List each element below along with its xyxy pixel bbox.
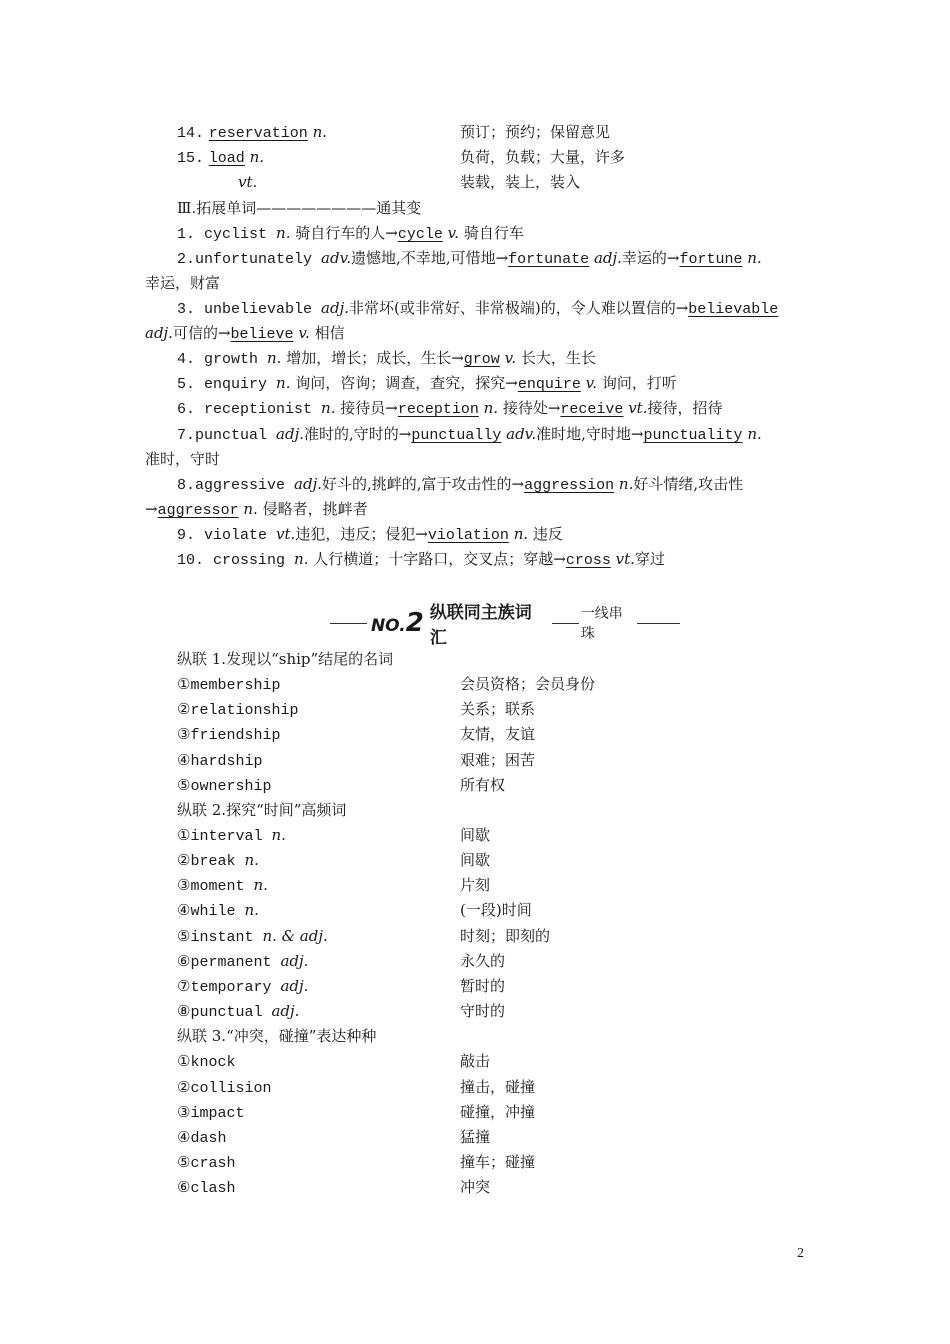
entry-15-meaning2: 装载，装上，装入 <box>460 173 581 191</box>
group-item-word: ⑧punctual adj. <box>177 1002 300 1021</box>
header-rule-right <box>637 623 680 624</box>
group-title: 纵联 1.发现以“ship”结尾的名词 <box>177 650 394 668</box>
group-item-word: ⑤ownership <box>177 778 272 795</box>
group-item-word: ④dash <box>177 1130 227 1147</box>
expand-item-3-cont: adj.可信的→believe v. 相信 <box>145 324 345 343</box>
expand-item-9: 9. violate vt.违犯，违反；侵犯→violation n. 违反 <box>177 525 563 544</box>
group-item-word: ②collision <box>177 1080 272 1097</box>
group-item-meaning: 所有权 <box>460 776 506 794</box>
group-item-word: ①knock <box>177 1054 236 1071</box>
entry-14-meaning: 预订；预约；保留意见 <box>460 123 611 141</box>
section-number: NO.2 <box>370 608 424 638</box>
expand-item-3: 3. unbelievable adj.非常坏(或非常好、非常极端)的，令人难以置信的→believable <box>177 299 779 318</box>
group-item-word: ③moment n. <box>177 876 268 895</box>
group-item-meaning: 友情，友谊 <box>460 725 536 743</box>
group-item-word: ③impact <box>177 1105 245 1122</box>
entry-word: load <box>208 150 245 167</box>
section-subtitle: 一线串珠 <box>580 606 623 642</box>
expand-item-8: 8.aggressive adj.好斗的,挑衅的,富于攻击性的→aggression n.好斗情绪,攻击性 <box>177 475 744 494</box>
group-item-meaning: 碰撞，冲撞 <box>460 1103 536 1121</box>
group-item-word: ①interval n. <box>177 826 286 845</box>
group-item-meaning: 冲突 <box>460 1178 491 1196</box>
group-item-meaning: 时刻；即刻的 <box>460 927 551 945</box>
expand-item-6: 6. receptionist n. 接待员→reception n. 接待处→receive vt.接待，招待 <box>177 399 723 418</box>
group-item-meaning: 艰难；困苦 <box>460 751 536 769</box>
group-item-word: ④hardship <box>177 753 263 770</box>
group-item-meaning: 撞击，碰撞 <box>460 1078 536 1096</box>
expand-item-4: 4. growth n. 增加，增长；成长，生长→grow v. 长大，生长 <box>177 349 596 368</box>
entry-14: 14. reservation n. <box>177 123 328 142</box>
expand-item-7-cont: 准时，守时 <box>145 450 221 468</box>
header-rule-left <box>330 623 367 624</box>
group-item-meaning: 猛撞 <box>460 1128 491 1146</box>
group-item-meaning: 暂时的 <box>460 977 506 995</box>
section-header-no2 <box>330 603 680 648</box>
group-item-meaning: 永久的 <box>460 952 506 970</box>
group-item-meaning: 敲击 <box>460 1052 491 1070</box>
group-item-meaning: 会员资格；会员身份 <box>460 675 596 693</box>
entry-15-pos2: vt. <box>238 173 258 191</box>
entry-15: 15. load n. <box>177 148 265 167</box>
entry-word: reservation <box>208 125 308 142</box>
group-item-word: ①membership <box>177 677 281 694</box>
entry-15-meaning: 负荷，负载；大量，许多 <box>460 148 626 166</box>
expand-item-10: 10. crossing n. 人行横道；十字路口，交叉点；穿越→cross vt.穿过 <box>177 550 665 569</box>
section3-title: Ⅲ.拓展单词————————通其变 <box>177 199 422 217</box>
group-item-word: ⑤instant n. & adj. <box>177 927 328 946</box>
group-item-word: ⑦temporary adj. <box>177 977 309 996</box>
group-item-word: ⑤crash <box>177 1155 236 1172</box>
expand-item-2-cont: 幸运，财富 <box>145 274 221 292</box>
group-item-word: ④while n. <box>177 901 259 920</box>
group-item-meaning: 间歇 <box>460 826 491 844</box>
expand-item-5: 5. enquiry n. 询问，咨询；调查，查究，探究→enquire v. 询问，打听 <box>177 374 677 393</box>
group-item-meaning: 关系；联系 <box>460 700 536 718</box>
group-item-word: ②relationship <box>177 702 299 719</box>
expand-item-7: 7.punctual adj.准时的,守时的→punctually adv.准时地,守时地→punctuality n. <box>177 425 762 444</box>
group-item-meaning: 片刻 <box>460 876 491 894</box>
group-item-meaning: (一段)时间 <box>460 901 532 919</box>
page-number: 2 <box>797 1246 804 1261</box>
group-item-word: ⑥clash <box>177 1180 236 1197</box>
header-rule-mid <box>552 623 579 624</box>
group-item-word: ⑥permanent adj. <box>177 952 309 971</box>
section-title: 纵联同主族词汇 <box>429 603 532 648</box>
expand-item-1: 1. cyclist n. 骑自行车的人→cycle v. 骑自行车 <box>177 224 524 243</box>
group-title: 纵联 3.“冲突，碰撞”表达种种 <box>177 1027 377 1045</box>
group-item-word: ③friendship <box>177 727 281 744</box>
group-title: 纵联 2.探究“时间”高频词 <box>177 801 347 819</box>
group-item-meaning: 守时的 <box>460 1002 506 1020</box>
expand-item-8-cont: →aggressor n. 侵略者，挑衅者 <box>145 500 368 519</box>
expand-item-2: 2.unfortunately adv.遗憾地,不幸地,可惜地→fortunate adj.幸运的→fortune n. <box>177 249 762 268</box>
group-item-word: ②break n. <box>177 851 259 870</box>
group-item-meaning: 间歇 <box>460 851 491 869</box>
group-item-meaning: 撞车；碰撞 <box>460 1153 536 1171</box>
